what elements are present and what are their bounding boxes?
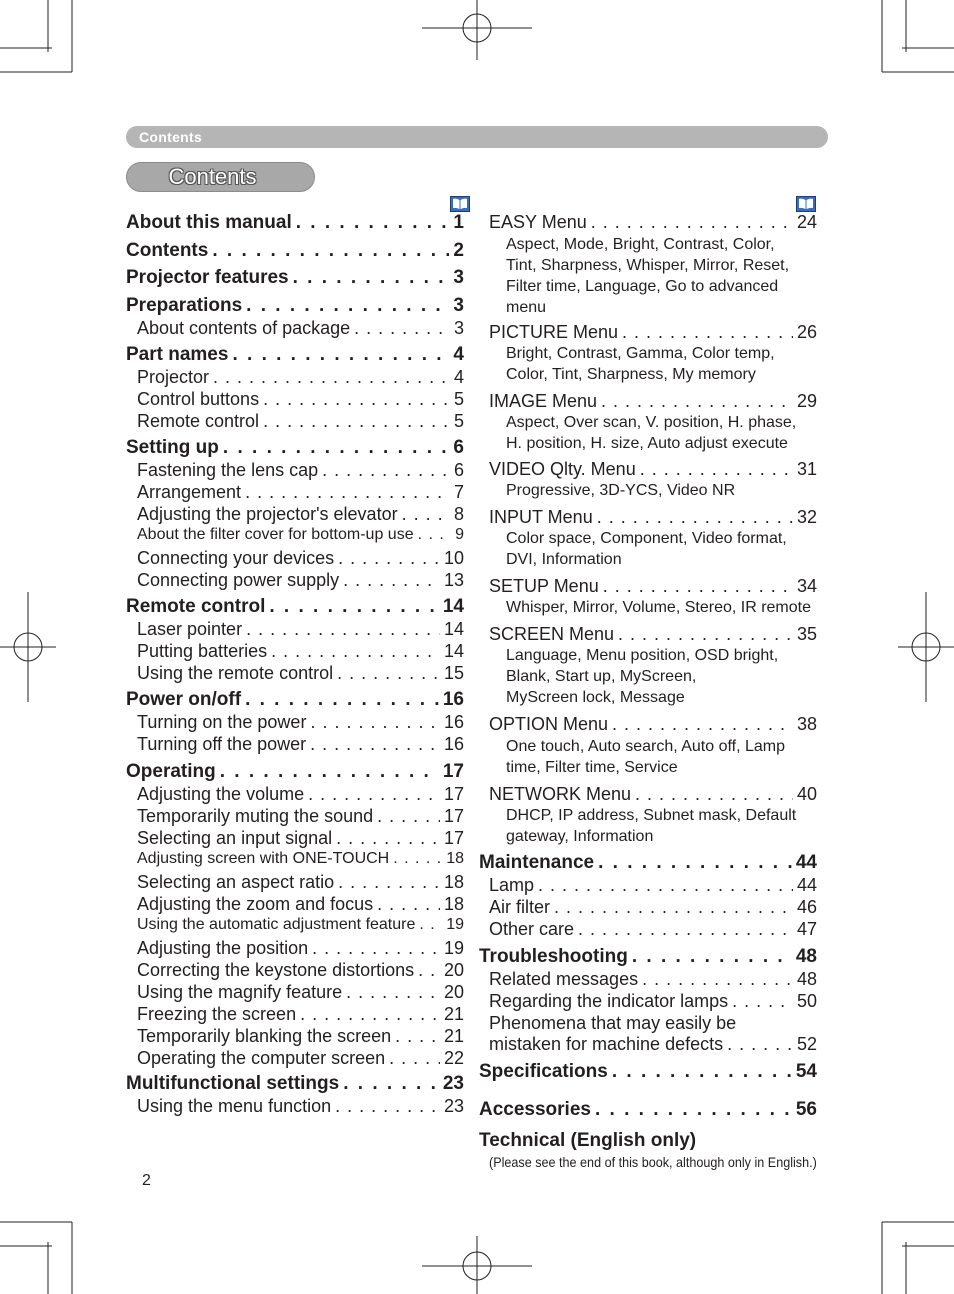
toc-entry-label: VIDEO Qlty. Menu — [489, 459, 636, 479]
toc-page-number: 23 — [442, 1073, 464, 1094]
toc-section-heading[interactable] — [479, 1061, 817, 1083]
toc-leader-dots — [338, 872, 440, 893]
toc-leader-dots — [578, 919, 793, 940]
toc-page-number: 48 — [796, 969, 817, 989]
toc-leader-dots — [310, 734, 440, 755]
toc-entry-description: MyScreen lock, Message — [506, 689, 685, 706]
toc-entry-label: Operating — [126, 761, 216, 782]
toc-entry-label: PICTURE Menu — [489, 322, 619, 342]
toc-entry-label: Using the remote control — [137, 663, 334, 683]
toc-entry-description: Color space, Component, Video format, — [506, 530, 787, 547]
toc-page-number: 3 — [453, 267, 464, 288]
toc-entry-label: mistaken for machine defects — [489, 1034, 724, 1054]
toc-entry-label: Adjusting the volume — [137, 784, 305, 804]
toc-entry-label: Air filter — [489, 897, 551, 917]
toc-page-number: 19 — [443, 938, 464, 958]
toc-page-number: 34 — [796, 576, 817, 596]
toc-entry[interactable] — [137, 850, 464, 868]
toc-leader-dots — [597, 507, 793, 528]
toc-entry-description: Language, Menu position, OSD bright, — [506, 647, 779, 664]
toc-section-heading[interactable] — [126, 596, 464, 618]
toc-entry-label: Adjusting the position — [137, 938, 309, 958]
toc-entry-description: Filter time, Language, Go to advanced — [506, 278, 779, 295]
toc-page-number: 52 — [796, 1034, 817, 1054]
toc-leader-dots — [246, 295, 449, 317]
toc-entry[interactable] — [137, 504, 464, 525]
toc-leader-dots — [263, 411, 450, 432]
toc-page-number: 4 — [453, 367, 464, 387]
toc-page-number: 21 — [443, 1026, 464, 1046]
toc-entry-label: Remote control — [137, 411, 260, 431]
toc-entry-description: Color, Tint, Sharpness, My memory — [506, 366, 756, 383]
toc-entry-label: Specifications — [479, 1061, 608, 1082]
toc-page-number: 20 — [443, 960, 464, 980]
toc-entry[interactable] — [137, 482, 464, 503]
toc-entry-label: Turning off the power — [137, 734, 307, 754]
toc-leader-dots — [232, 344, 449, 366]
toc-entry[interactable] — [137, 894, 464, 915]
toc-leader-dots — [337, 663, 440, 684]
toc-entry-label: Temporarily blanking the screen — [137, 1026, 392, 1046]
toc-leader-dots — [395, 1026, 440, 1047]
toc-page-number: 50 — [796, 991, 817, 1011]
toc-entry-label: About the filter cover for bottom-up use — [137, 526, 414, 543]
toc-section-heading[interactable] — [479, 852, 817, 874]
toc-entry-label: EASY Menu — [489, 212, 587, 232]
toc-entry-label: About this manual — [126, 212, 292, 233]
toc-entry[interactable] — [137, 548, 464, 569]
toc-leader-dots — [640, 459, 793, 480]
toc-leader-dots — [642, 969, 793, 990]
toc-leader-dots — [632, 946, 792, 968]
toc-section-heading[interactable] — [126, 437, 464, 459]
toc-page-number: 16 — [442, 689, 464, 710]
toc-entry-label: Correcting the keystone distortions — [137, 960, 415, 980]
toc-entry[interactable] — [137, 1096, 464, 1117]
toc-entry[interactable] — [137, 784, 464, 805]
toc-entry-label: Turning on the power — [137, 712, 307, 732]
section-header-bar — [126, 126, 828, 148]
toc-entry-description: Whisper, Mirror, Volume, Stereo, IR remote — [506, 599, 811, 616]
toc-entry[interactable] — [137, 641, 464, 662]
toc-page-number: 40 — [796, 784, 817, 804]
toc-entry-description: Aspect, Mode, Bright, Contrast, Color, — [506, 236, 775, 253]
toc-page-number: 10 — [443, 548, 464, 568]
toc-page-number: 17 — [443, 806, 464, 826]
toc-page-number: 31 — [796, 459, 817, 479]
toc-leader-dots — [618, 624, 793, 645]
toc-entry-label: OPTION Menu — [489, 714, 609, 734]
toc-leader-dots — [296, 212, 450, 234]
toc-leader-dots — [554, 897, 793, 918]
toc-entry-label: Remote control — [126, 596, 266, 617]
toc-entry-label: Arrangement — [137, 482, 242, 502]
toc-entry-label: Other care — [489, 919, 575, 939]
toc-entry[interactable] — [137, 938, 464, 959]
toc-leader-dots — [263, 389, 450, 410]
toc-page-number: 9 — [455, 526, 464, 543]
toc-entry-label: IMAGE Menu — [489, 391, 598, 411]
toc-leader-dots — [335, 1096, 440, 1117]
toc-page-number: 6 — [453, 460, 464, 480]
toc-entry-description: DVI, Information — [506, 551, 622, 568]
toc-entry-label: Control buttons — [137, 389, 260, 409]
toc-leader-dots — [245, 482, 450, 503]
toc-leader-dots — [612, 1061, 792, 1083]
toc-leader-dots — [377, 806, 440, 827]
toc-entry-label: Connecting power supply — [137, 570, 340, 590]
toc-page-number: 6 — [453, 437, 464, 458]
page-number: 2 — [142, 1172, 151, 1189]
toc-page-number: 32 — [796, 507, 817, 527]
toc-entry-label: Projector — [137, 367, 210, 387]
toc-entry-label: Selecting an aspect ratio — [137, 872, 335, 892]
toc-page-number: 15 — [443, 663, 464, 683]
toc-entry[interactable] — [137, 828, 464, 849]
toc-page-number: 23 — [443, 1096, 464, 1116]
toc-page-number: 3 — [453, 318, 464, 338]
toc-entry[interactable] — [489, 391, 817, 412]
toc-entry[interactable] — [137, 411, 464, 432]
toc-leader-dots — [338, 548, 440, 569]
toc-entry-label: Putting batteries — [137, 641, 268, 661]
toc-page-number: 48 — [795, 946, 817, 967]
toc-leader-dots — [727, 1034, 793, 1055]
toc-technical-heading[interactable]: Technical (English only) — [479, 1130, 697, 1151]
toc-entry-description: DHCP, IP address, Subnet mask, Default — [506, 807, 797, 824]
toc-page-number: 14 — [443, 619, 464, 639]
toc-entry-label: Operating the computer screen — [137, 1048, 386, 1068]
toc-page-number: 17 — [442, 761, 464, 782]
toc-leader-dots — [271, 641, 440, 662]
toc-entry[interactable] — [489, 919, 817, 940]
toc-entry[interactable] — [137, 1048, 464, 1069]
toc-page-number: 1 — [453, 212, 464, 233]
toc-leader-dots — [308, 784, 440, 805]
toc-leader-dots — [312, 938, 440, 959]
toc-entry[interactable] — [137, 916, 464, 934]
toc-leader-dots — [591, 212, 793, 233]
toc-leader-dots — [635, 784, 793, 805]
toc-entry-label: Adjusting screen with ONE-TOUCH — [137, 850, 390, 867]
toc-leader-dots — [246, 619, 440, 640]
toc-entry[interactable] — [489, 459, 817, 480]
book-reference-icon — [796, 196, 816, 212]
toc-leader-dots — [393, 850, 442, 868]
toc-entry-label: Contents — [126, 240, 209, 261]
toc-leader-dots — [346, 982, 440, 1003]
toc-entry-description: Bright, Contrast, Gamma, Color temp, — [506, 345, 775, 362]
toc-leader-dots — [418, 960, 440, 981]
toc-entry-label: Regarding the indicator lamps — [489, 991, 729, 1011]
toc-page-number: 5 — [453, 389, 464, 409]
toc-entry-label: Troubleshooting — [479, 946, 628, 967]
toc-entry-description: gateway, Information — [506, 828, 654, 845]
toc-leader-dots — [322, 460, 450, 481]
toc-leader-dots — [269, 596, 439, 618]
toc-page-number: 38 — [796, 714, 817, 734]
toc-leader-dots — [354, 318, 450, 339]
toc-page-number: 18 — [443, 894, 464, 914]
toc-entry-label: Connecting your devices — [137, 548, 335, 568]
toc-page-number: 8 — [453, 504, 464, 524]
toc-section-heading[interactable] — [126, 212, 464, 234]
toc-section-heading[interactable] — [479, 1099, 817, 1121]
toc-entry[interactable] — [489, 969, 817, 990]
toc-entry-label: Temporarily muting the sound — [137, 806, 374, 826]
toc-entry[interactable] — [137, 367, 464, 388]
toc-entry[interactable] — [137, 619, 464, 640]
toc-entry-description: Blank, Start up, MyScreen, — [506, 668, 697, 685]
toc-leader-dots — [377, 894, 440, 915]
toc-page-number: 47 — [796, 919, 817, 939]
toc-entry-label: Using the magnify feature — [137, 982, 343, 1002]
toc-entry-label: Multifunctional settings — [126, 1073, 340, 1094]
toc-entry-label: Related messages — [489, 969, 639, 989]
toc-entry-description: time, Filter time, Service — [506, 759, 678, 776]
toc-page-number: 18 — [443, 872, 464, 892]
toc-entry[interactable] — [489, 322, 817, 343]
toc-entry[interactable] — [489, 714, 817, 735]
toc-page-number: 44 — [795, 852, 817, 873]
toc-entry-label: Selecting an input signal — [137, 828, 333, 848]
toc-entry[interactable] — [137, 982, 464, 1003]
toc-entry[interactable] — [137, 389, 464, 410]
toc-entry-label: Adjusting the projector's elevator — [137, 504, 398, 524]
toc-page-number: 20 — [443, 982, 464, 1002]
toc-entry-label: Phenomena that may easily be — [489, 1013, 737, 1033]
toc-section-heading[interactable] — [126, 761, 464, 783]
page-title: Contents — [168, 164, 257, 189]
toc-entry-description: menu — [506, 299, 547, 316]
toc-leader-dots — [310, 712, 440, 733]
toc-entry[interactable] — [137, 806, 464, 827]
toc-leader-dots — [603, 576, 793, 597]
toc-entry[interactable] — [137, 663, 464, 684]
toc-entry[interactable] — [137, 318, 464, 339]
toc-entry[interactable] — [489, 624, 817, 645]
toc-entry-label: Lamp — [489, 875, 535, 895]
toc-entry[interactable] — [137, 1026, 464, 1047]
toc-page-number: 2 — [453, 240, 464, 261]
toc-entry-label: NETWORK Menu — [489, 784, 632, 804]
toc-entry-label: Fastening the lens cap — [137, 460, 319, 480]
toc-entry-label: Preparations — [126, 295, 243, 316]
toc-leader-dots — [418, 526, 452, 544]
toc-entry[interactable] — [489, 576, 817, 597]
toc-entry-label: Laser pointer — [137, 619, 243, 639]
section-header-label: Contents — [139, 129, 203, 145]
toc-page-number: 17 — [443, 828, 464, 848]
toc-leader-dots — [300, 1004, 440, 1025]
toc-leader-dots — [213, 367, 450, 388]
toc-page-number: 7 — [453, 482, 464, 502]
toc-leader-dots — [402, 504, 450, 525]
toc-entry-label: Projector features — [126, 267, 289, 288]
toc-leader-dots — [343, 1073, 439, 1095]
toc-entry-label: Setting up — [126, 437, 219, 458]
toc-page-number: 44 — [796, 875, 817, 895]
toc-entry-label: INPUT Menu — [489, 507, 593, 527]
toc-entry[interactable] — [489, 212, 817, 233]
toc-leader-dots — [293, 267, 450, 289]
toc-leader-dots — [419, 916, 442, 934]
toc-leader-dots — [598, 852, 792, 874]
toc-leader-dots — [595, 1099, 792, 1121]
toc-entry[interactable] — [489, 991, 817, 1012]
toc-leader-dots — [612, 714, 793, 735]
toc-section-heading[interactable] — [479, 946, 817, 968]
toc-entry[interactable] — [137, 526, 464, 544]
toc-section-heading[interactable] — [126, 295, 464, 317]
toc-section-heading[interactable] — [126, 240, 464, 262]
toc-entry-label: Part names — [126, 344, 229, 365]
toc-entry[interactable] — [137, 570, 464, 591]
toc-entry-description: Tint, Sharpness, Whisper, Mirror, Reset, — [506, 257, 790, 274]
toc-page-number: 56 — [795, 1099, 817, 1120]
toc-entry-label: SCREEN Menu — [489, 624, 615, 644]
toc-page-number: 22 — [443, 1048, 464, 1068]
toc-page-number: 3 — [453, 295, 464, 316]
toc-section-heading[interactable] — [126, 344, 464, 366]
toc-leader-dots — [389, 1048, 440, 1069]
toc-entry-description: Aspect, Over scan, V. position, H. phase, — [506, 414, 797, 431]
toc-entry-label: Using the menu function — [137, 1096, 332, 1116]
toc-page-number: 14 — [442, 596, 464, 617]
toc-entry[interactable] — [489, 875, 817, 896]
toc-page-number: 29 — [796, 391, 817, 411]
toc-entry-label: Accessories — [479, 1099, 591, 1120]
toc-section-heading[interactable] — [126, 689, 464, 711]
toc-leader-dots — [343, 570, 440, 591]
toc-entry[interactable] — [137, 960, 464, 981]
toc-page-number: 54 — [795, 1061, 817, 1082]
toc-leader-dots — [538, 875, 793, 896]
toc-page-number: 16 — [443, 712, 464, 732]
toc-page-number: 17 — [443, 784, 464, 804]
toc-entry-label: Maintenance — [479, 852, 595, 873]
toc-leader-dots — [601, 391, 793, 412]
toc-entry-label: SETUP Menu — [489, 576, 599, 596]
toc-entry-label: Adjusting the zoom and focus — [137, 894, 374, 914]
toc-entry[interactable] — [489, 1013, 817, 1034]
toc-leader-dots — [732, 991, 793, 1012]
toc-entry-description: One touch, Auto search, Auto off, Lamp — [506, 738, 785, 755]
toc-entry-description: H. position, H. size, Auto adjust execute — [506, 435, 788, 452]
toc-page-number: 5 — [453, 411, 464, 431]
toc-entry-label: Freezing the screen — [137, 1004, 297, 1024]
toc-page-number: 24 — [796, 212, 817, 232]
toc-entry-label: Using the automatic adjustment feature — [137, 916, 416, 933]
toc-page-number: 18 — [446, 850, 464, 867]
toc-page-number: 14 — [443, 641, 464, 661]
toc-entry[interactable] — [489, 784, 817, 805]
toc-entry[interactable] — [137, 734, 464, 755]
toc-page-number: 16 — [443, 734, 464, 754]
toc-page-number: 35 — [796, 624, 817, 644]
toc-page-number: 46 — [796, 897, 817, 917]
toc-entry[interactable] — [489, 897, 817, 918]
toc-page-number: 19 — [446, 916, 464, 933]
toc-page-number: 21 — [443, 1004, 464, 1024]
page-title-pill — [126, 162, 315, 192]
toc-page-number: 13 — [443, 570, 464, 590]
toc-leader-dots — [223, 437, 450, 459]
toc-leader-dots — [336, 828, 440, 849]
toc-entry[interactable] — [489, 1034, 817, 1055]
toc-entry[interactable] — [137, 460, 464, 481]
toc-entry[interactable] — [489, 507, 817, 528]
toc-section-heading[interactable] — [126, 1073, 464, 1095]
toc-page-number: 26 — [796, 322, 817, 342]
toc-entry[interactable] — [137, 1004, 464, 1025]
toc-entry[interactable] — [137, 712, 464, 733]
toc-leader-dots — [245, 689, 439, 711]
toc-leader-dots — [212, 240, 449, 262]
toc-section-heading[interactable] — [126, 267, 464, 289]
toc-entry[interactable] — [137, 872, 464, 893]
toc-leader-dots — [220, 761, 439, 783]
book-reference-icon — [450, 196, 470, 212]
toc-page-number: 4 — [453, 344, 464, 365]
toc-technical-note: (Please see the end of this book, although only in English.) — [489, 1154, 817, 1170]
toc-entry-label: Power on/off — [126, 689, 242, 710]
toc-leader-dots — [622, 322, 793, 343]
toc-entry-label: About contents of package — [137, 318, 351, 338]
toc-entry-description: Progressive, 3D-YCS, Video NR — [506, 482, 736, 499]
